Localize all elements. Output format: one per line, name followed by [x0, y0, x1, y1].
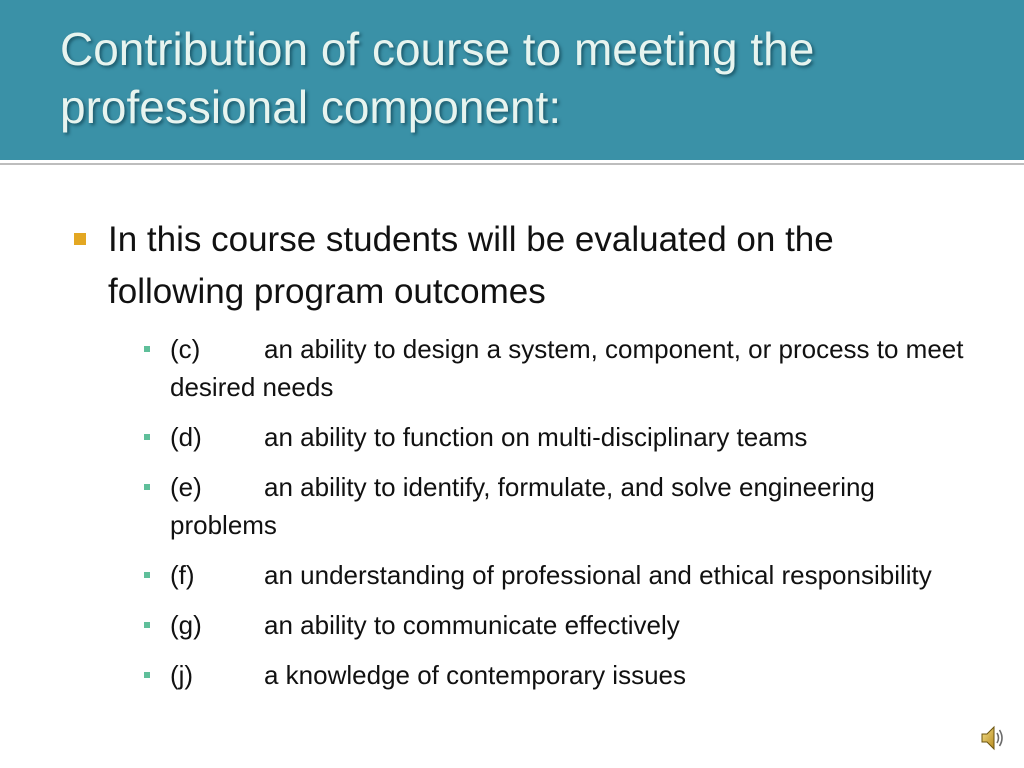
- outcome-code: (c): [170, 334, 201, 364]
- outcome-code: (g): [170, 610, 202, 640]
- speaker-icon[interactable]: [980, 723, 1006, 753]
- slide-title: Contribution of course to meeting the professional component:: [60, 23, 815, 133]
- speaker-icon-graphic: [980, 723, 1006, 753]
- sub-bullet-icon: [144, 484, 150, 490]
- outcome-text: an ability to design a system, component, or process to meet desired needs: [170, 334, 964, 402]
- outcome-item: [170, 468, 972, 544]
- sub-bullet-icon: [144, 434, 150, 440]
- outcome-code: (j): [170, 660, 194, 690]
- outcome-item: [170, 556, 972, 594]
- outcome-code: (e): [170, 472, 202, 502]
- outcome-item: [170, 330, 972, 406]
- sub-bullet-icon: [144, 622, 150, 628]
- outcome-text: an understanding of professional and ethical responsibility: [264, 560, 932, 590]
- outcome-item: [170, 656, 972, 694]
- outcome-text: an ability to identify, formulate, and solve engineering problems: [170, 472, 875, 540]
- outcomes-list: [72, 330, 972, 694]
- outcome-text: an ability to communicate effectively: [264, 610, 680, 640]
- sub-bullet-icon: [144, 346, 150, 352]
- outcome-code: (d): [170, 422, 202, 452]
- main-bullet: [72, 214, 972, 318]
- slide-content: [72, 214, 972, 706]
- outcome-item: [170, 418, 972, 456]
- sub-bullet-icon: [144, 572, 150, 578]
- title-divider-shadow: [0, 163, 1024, 165]
- outcome-text: a knowledge of contemporary issues: [264, 660, 687, 690]
- main-bullet-text: In this course students will be evaluated on the following program outcomes: [108, 220, 834, 311]
- outcome-code: (f): [170, 560, 195, 590]
- outcome-text: an ability to function on multi-disciplinary teams: [264, 422, 808, 452]
- sub-bullet-icon: [144, 672, 150, 678]
- bullet-square-icon: [74, 233, 86, 245]
- outcome-item: [170, 606, 972, 644]
